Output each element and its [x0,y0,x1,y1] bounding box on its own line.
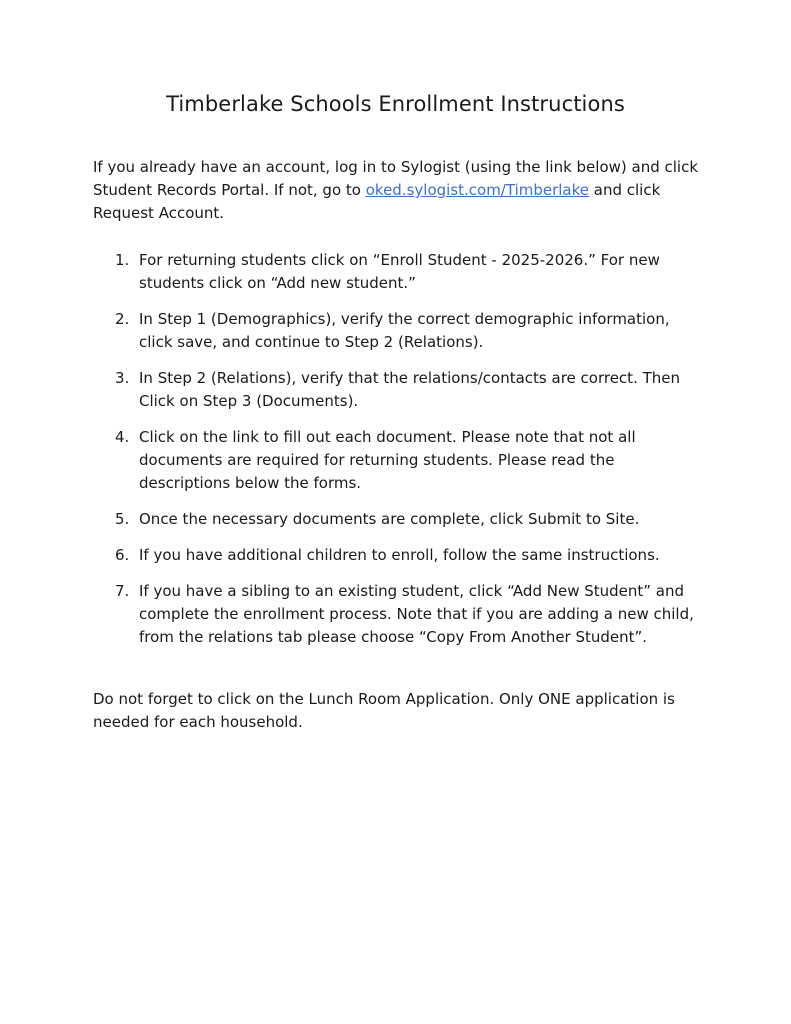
list-item-step-2 [93,308,705,354]
step-text: If you have a sibling to an existing student, click “Add New Student” and complete the enrollment process. Note that if you are adding a new child, from the relations tab please choose “Copy From Another Student”. [139,582,694,646]
outro-paragraph: Do not forget to click on the Lunch Room Application. Only ONE application is needed for each household. [93,690,675,731]
list-item-step-7 [93,580,705,649]
sylogist-link[interactable]: oked.sylogist.com/Timberlake [365,181,589,199]
intro-text-before-link: If you already have an account, log in to Sylogist (using the link below) and click Student Records Portal. If not, go to [93,158,699,199]
list-item-step-5 [93,508,705,531]
step-text: For returning students click on “Enroll Student - 2025-2026.” For new students click on “Add new student.” [139,251,660,292]
list-item-step-3 [93,367,705,413]
step-text: If you have additional children to enroll, follow the same instructions. [139,546,660,564]
intro-text-after-link: and click Request Account. [93,181,661,222]
intro-paragraph [93,156,703,225]
step-text: In Step 2 (Relations), verify that the relations/contacts are correct. Then Click on Step 3 (Documents). [139,369,681,410]
page-title: Timberlake Schools Enrollment Instructions [166,92,625,116]
step-number: 1. [115,251,130,269]
step-text: Once the necessary documents are complete, click Submit to Site. [139,510,640,528]
step-number: 4. [115,428,130,446]
list-item-step-1 [93,249,705,295]
step-number: 2. [115,310,130,328]
step-text: Click on the link to fill out each document. Please note that not all documents are required for returning students. Please read the descriptions below the forms. [139,428,636,492]
step-number: 7. [115,582,130,600]
step-number: 3. [115,369,130,387]
step-number: 5. [115,510,130,528]
steps-list [93,249,705,662]
step-number: 6. [115,546,130,564]
step-text: In Step 1 (Demographics), verify the correct demographic information, click save, and continue to Step 2 (Relations). [139,310,670,351]
list-item-step-6 [93,544,705,567]
list-item-step-4 [93,426,705,495]
